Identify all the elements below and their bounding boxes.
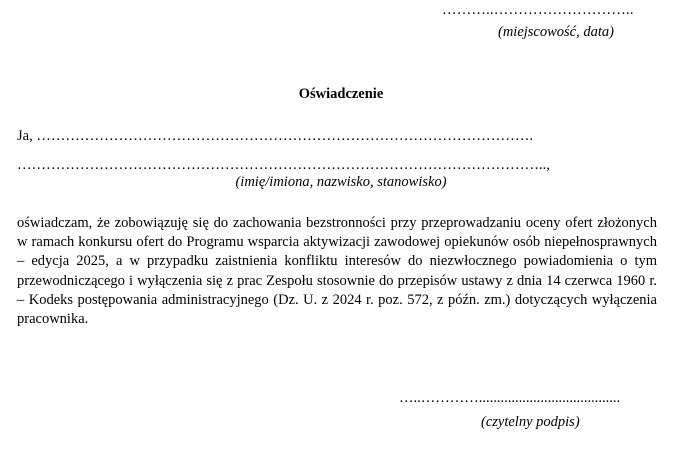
signature-caption: (czytelny podpis) [481,414,580,430]
signature-line: …..…………....................................... [399,390,621,406]
declarant-line-1: Ja, …………………………………………………………………………………………. [17,128,533,144]
declarant-line-2: ……………………………………………………………………………………………….., [17,157,550,173]
place-date-caption: (miejscowość, data) [498,24,614,40]
place-date-line: ………..……………………….. [442,2,634,18]
declaration-body: oświadczam, że zobowiązuję się do zachowania bezstronności przy przeprowadzaniu oceny ofert złożonych w ramach konkursu ofert do Programu wsparcia aktywizacji zawodowej opiekunów osób niepełnosprawnych – edycja 2025, a w przypadku zaistnienia konfliktu interesów do niezwłocznego powiadomienia o tym przewodniczącego i wyłączenia się z prac Zespołu stosownie do przepisów ustawy z dnia 14 czerwca 1960 r. – Kodeks postępowania administracyjnego (Dz. U. z 2024 r. poz. 572, z późn. zm.) dotyczących wyłączenia pracownika. [17,215,657,328]
document-title: Oświadczenie [298,86,384,102]
declarant-caption: (imię/imiona, nazwisko, stanowisko) [235,174,447,190]
